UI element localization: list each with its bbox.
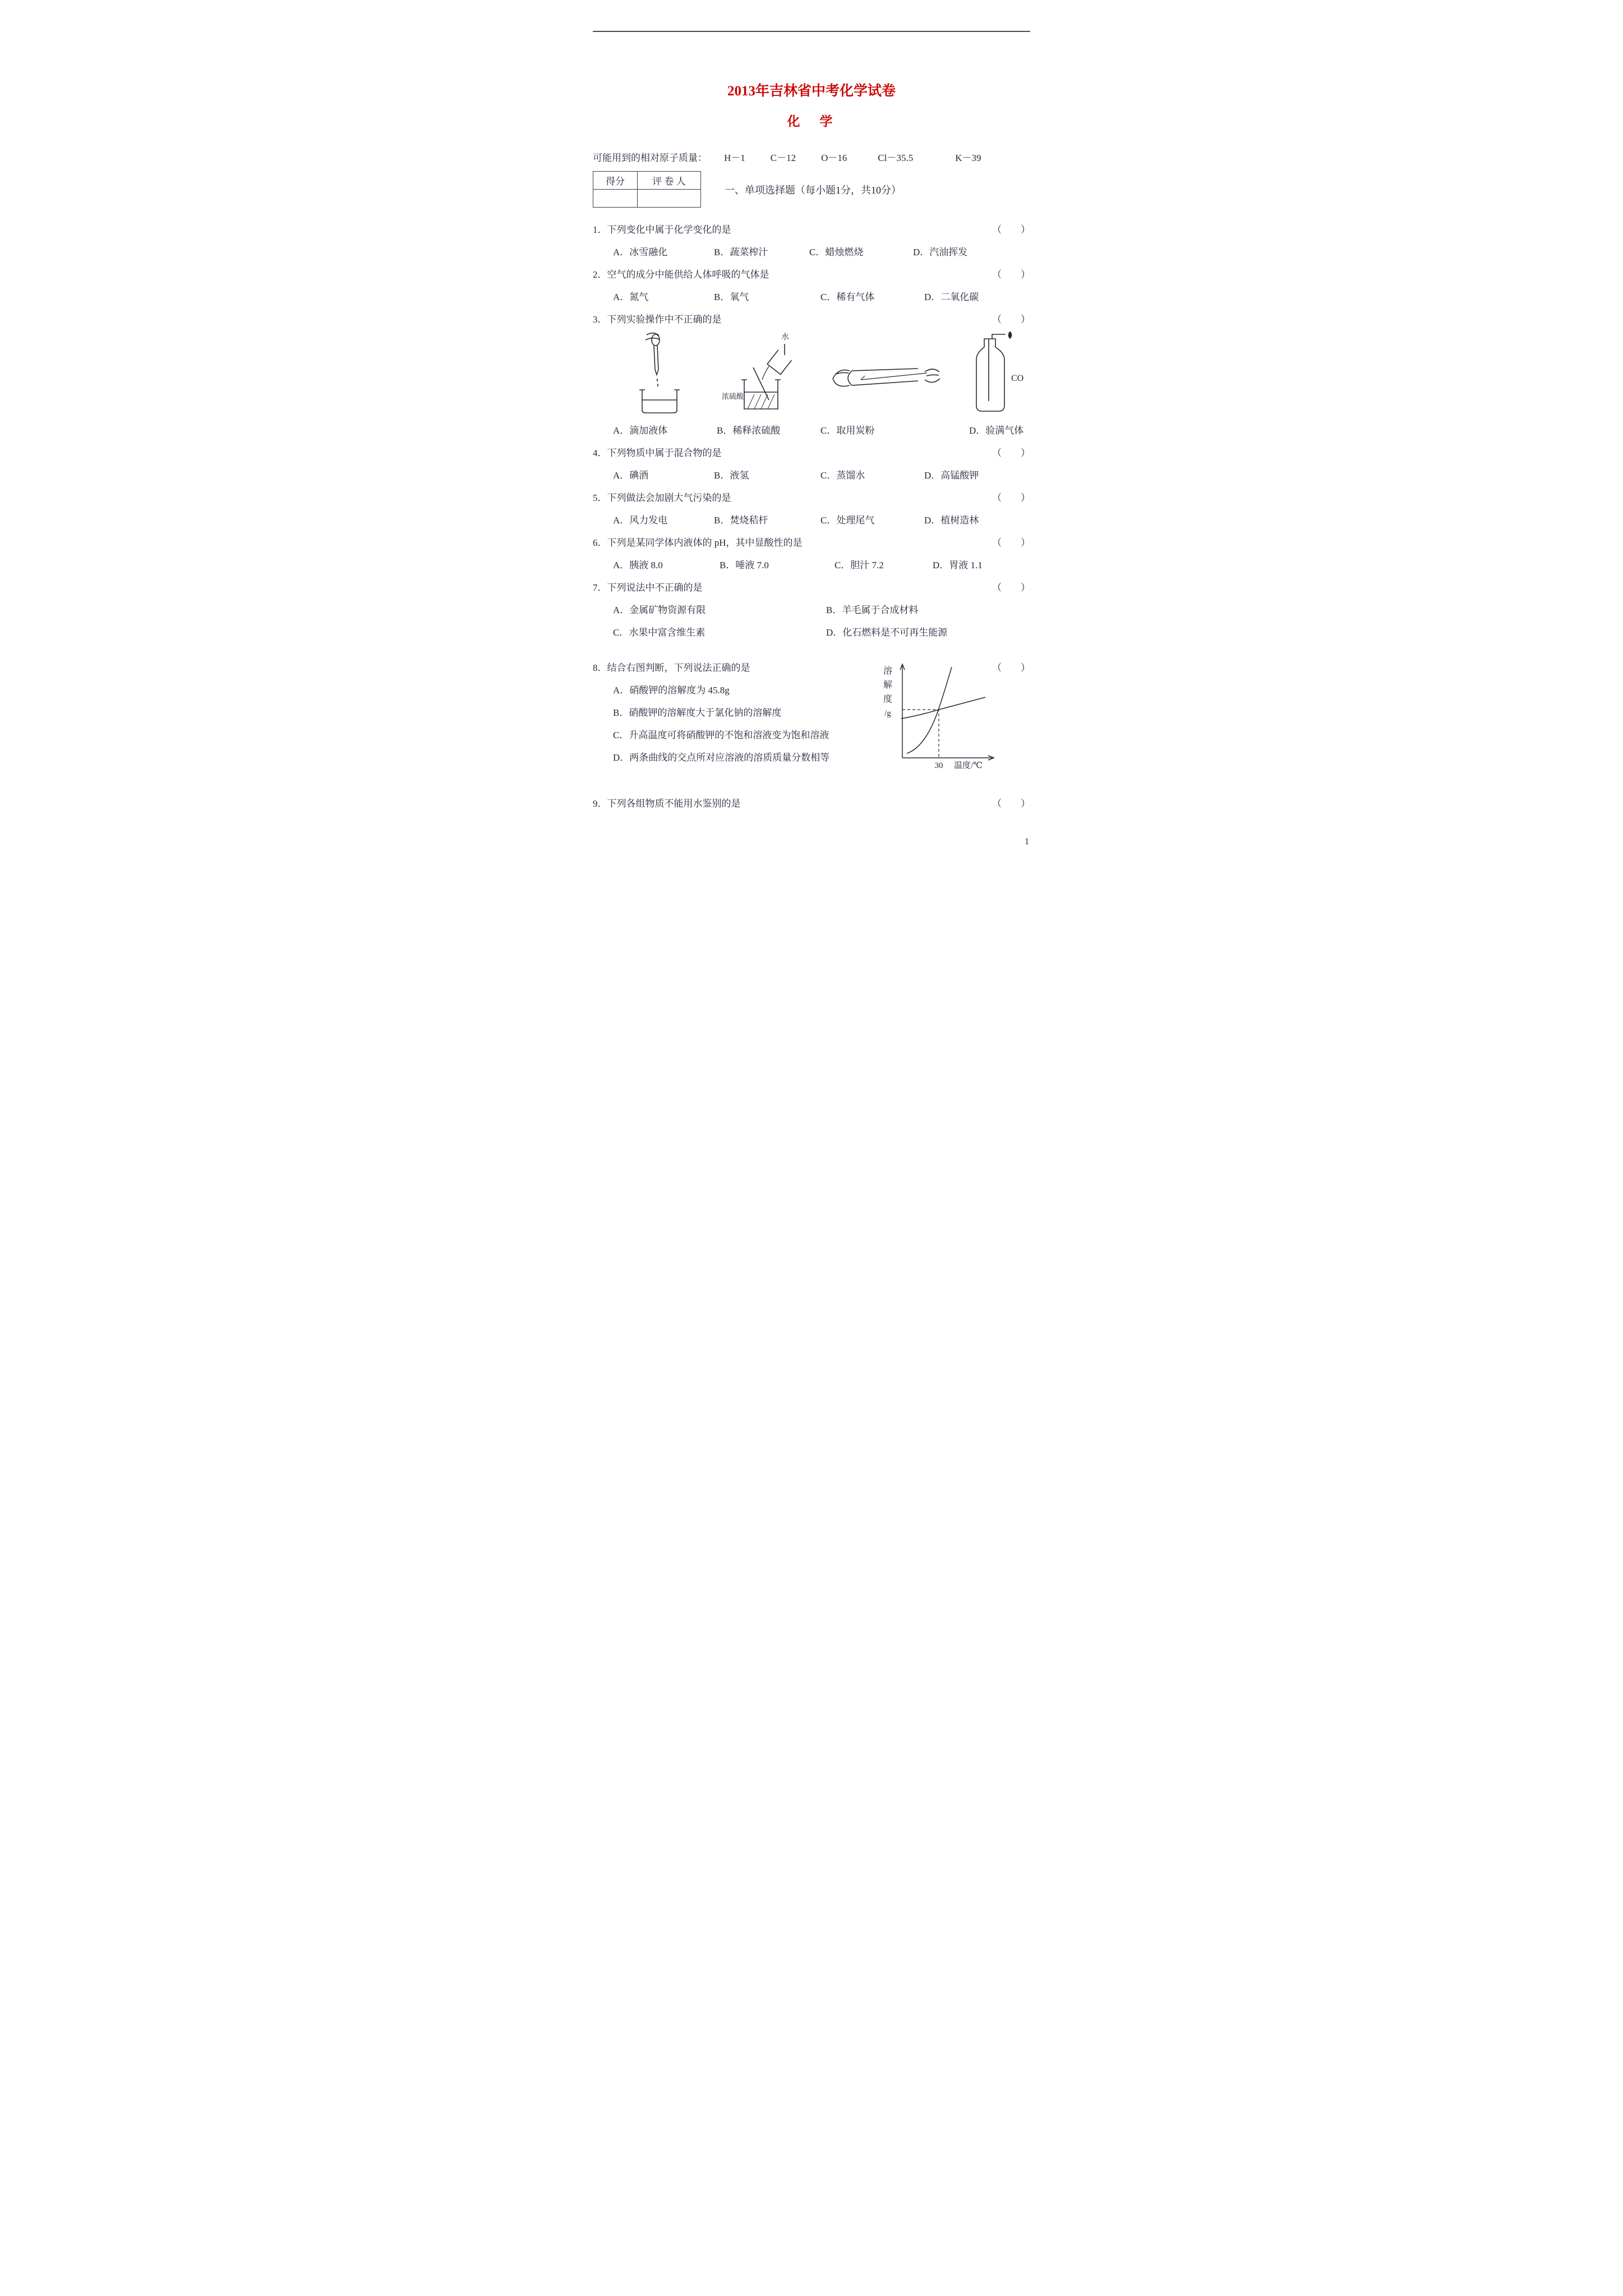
question-7-option-d: D．化石燃料是不可再生能源 bbox=[826, 627, 948, 638]
question-4-answer-bracket: （ ） bbox=[992, 448, 1030, 458]
atomic-mass-label: 可能用到的相对原子质量： bbox=[593, 153, 707, 163]
question-4-option-d: D．高锰酸钾 bbox=[924, 470, 979, 481]
question-1-option-a: A．冰雪融化 bbox=[613, 247, 668, 257]
question-9-stem: 9．下列各组物质不能用水鉴别的是 bbox=[593, 798, 741, 809]
question-2-answer-bracket: （ ） bbox=[992, 269, 1030, 280]
question-6-options bbox=[593, 558, 1030, 573]
question-7-option-a: A．金属矿物资源有限 bbox=[613, 605, 706, 615]
question-5-answer-bracket: （ ） bbox=[992, 493, 1030, 503]
question-1-option-b: B．蔬菜榨汁 bbox=[714, 247, 768, 257]
question-2-option-b: B．氧气 bbox=[714, 292, 749, 302]
question-3-options bbox=[593, 423, 1030, 438]
question-4-options bbox=[593, 468, 1030, 483]
question-1-answer-bracket: （ ） bbox=[992, 224, 1030, 235]
question-8-answer-bracket: （ ） bbox=[992, 662, 1030, 673]
question-8-option-b: B．硝酸钾的溶解度大于氯化钠的溶解度 bbox=[613, 707, 782, 718]
question-8-stem: 8．结合右图判断，下列说法正确的是 bbox=[593, 662, 750, 673]
question-3-figures bbox=[593, 330, 1030, 416]
question-list bbox=[593, 222, 1030, 811]
gas-bottle-illustration bbox=[963, 332, 1026, 416]
question-4 bbox=[593, 445, 1030, 483]
question-5-option-c: C．处理尾气 bbox=[820, 515, 875, 526]
y-axis-label-char-4: /g bbox=[884, 709, 891, 718]
steep-solubility-curve bbox=[907, 667, 952, 753]
question-5-option-d: D．植树造林 bbox=[924, 515, 979, 526]
atomic-mass-line bbox=[593, 150, 1030, 164]
question-2-option-d: D．二氧化碳 bbox=[924, 292, 979, 302]
question-1-stem: 1．下列变化中属于化学变化的是 bbox=[593, 224, 731, 235]
page-subtitle: 化 学 bbox=[787, 114, 836, 128]
question-3-option-b: B．稀释浓硫酸 bbox=[717, 425, 781, 436]
section-title: 一、单项选择题（每小题1分，共10分） bbox=[725, 184, 901, 196]
question-5-options bbox=[593, 513, 1030, 528]
gas-label: CO bbox=[1011, 374, 1024, 383]
question-7 bbox=[593, 580, 1030, 640]
dilute-acid-illustration bbox=[722, 330, 806, 416]
question-8-option-d: D．两条曲线的交点所对应溶液的溶质质量分数相等 bbox=[613, 752, 830, 763]
score-table-grader-cell bbox=[638, 190, 701, 208]
atomic-mass-cl: Cl－35.5 bbox=[878, 153, 914, 163]
page-title: 2013年吉林省中考化学试卷 bbox=[727, 84, 896, 99]
question-1-option-c: C．蜡烛燃烧 bbox=[809, 247, 864, 257]
question-8-options bbox=[593, 683, 862, 765]
question-8-option-c: C．升高温度可将硝酸钾的不饱和溶液变为饱和溶液 bbox=[613, 730, 829, 740]
question-7-answer-bracket: （ ） bbox=[992, 582, 1030, 593]
question-6-stem: 6．下列是某同学体内液体的 pH，其中显酸性的是 bbox=[593, 537, 803, 548]
solubility-curve-chart bbox=[874, 658, 1003, 773]
question-2-option-a: A．氮气 bbox=[613, 292, 649, 302]
water-label: 水 bbox=[781, 333, 789, 342]
question-6 bbox=[593, 535, 1030, 573]
score-table-grader-header: 评 卷 人 bbox=[638, 172, 701, 190]
question-5-stem: 5．下列做法会加剧大气污染的是 bbox=[593, 493, 731, 503]
question-9-answer-bracket: （ ） bbox=[992, 798, 1030, 809]
acid-label: 浓硫酸 bbox=[722, 392, 744, 401]
question-3-answer-bracket: （ ） bbox=[992, 314, 1030, 325]
y-axis-label-char-1: 溶 bbox=[883, 666, 893, 676]
question-6-option-a: A．胰液 8.0 bbox=[613, 560, 663, 570]
question-5-option-a: A．风力发电 bbox=[613, 515, 668, 526]
page-number: 1 bbox=[1025, 837, 1029, 846]
question-1-options bbox=[593, 245, 1030, 260]
question-9 bbox=[593, 796, 1030, 811]
atomic-mass-o: O－16 bbox=[821, 153, 847, 163]
question-6-option-b: B．唾液 7.0 bbox=[720, 560, 769, 570]
question-1 bbox=[593, 222, 1030, 260]
charcoal-test-tube-illustration bbox=[817, 346, 940, 408]
question-1-option-d: D．汽油挥发 bbox=[913, 247, 968, 257]
question-3-option-a: A．滴加液体 bbox=[613, 425, 668, 436]
atomic-mass-h: H－1 bbox=[724, 153, 745, 163]
question-7-option-b: B．羊毛属于合成材料 bbox=[826, 605, 919, 615]
question-2 bbox=[593, 267, 1030, 305]
question-3-option-d: D．验满气体 bbox=[969, 425, 1024, 436]
question-3 bbox=[593, 312, 1030, 438]
exam-page bbox=[503, 0, 1120, 873]
question-5-option-b: B．焚烧秸杆 bbox=[714, 515, 768, 526]
question-8 bbox=[593, 660, 1030, 779]
atomic-mass-k: K－39 bbox=[955, 153, 981, 163]
score-table-score-cell bbox=[593, 190, 638, 208]
score-table-score-header: 得分 bbox=[593, 172, 638, 190]
question-7-option-c: C．水果中富含维生素 bbox=[613, 627, 706, 638]
question-6-option-d: D．胃液 1.1 bbox=[933, 560, 983, 570]
question-6-answer-bracket: （ ） bbox=[992, 537, 1030, 548]
score-table bbox=[593, 171, 701, 208]
question-4-option-c: C．蒸馏水 bbox=[820, 470, 865, 481]
question-5 bbox=[593, 490, 1030, 528]
x-axis-label: 温度/℃ bbox=[954, 761, 983, 770]
question-4-option-a: A．碘酒 bbox=[613, 470, 649, 481]
question-8-option-a: A．硝酸钾的溶解度为 45.8g bbox=[613, 685, 730, 696]
score-section bbox=[593, 171, 1030, 208]
question-2-options bbox=[593, 289, 1030, 305]
atomic-mass-c: C－12 bbox=[770, 153, 796, 163]
question-6-option-c: C．胆汁 7.2 bbox=[834, 560, 884, 570]
question-4-stem: 4．下列物质中属于混合物的是 bbox=[593, 448, 722, 458]
dashed-crosshair bbox=[902, 710, 939, 758]
question-3-stem: 3．下列实验操作中不正确的是 bbox=[593, 314, 722, 325]
dropper-beaker-illustration bbox=[630, 330, 691, 416]
header-rule bbox=[593, 31, 1030, 32]
y-axis-label-char-3: 度 bbox=[883, 694, 893, 704]
question-2-option-c: C．稀有气体 bbox=[820, 292, 875, 302]
y-axis-label-char-2: 解 bbox=[883, 680, 893, 690]
question-3-option-c: C．取用炭粉 bbox=[820, 425, 875, 436]
x-axis-tick-30: 30 bbox=[934, 761, 943, 770]
question-2-stem: 2．空气的成分中能供给人体呼吸的气体是 bbox=[593, 269, 769, 280]
question-7-options bbox=[593, 602, 1030, 640]
question-7-stem: 7．下列说法中不正确的是 bbox=[593, 582, 703, 593]
flat-solubility-curve bbox=[901, 697, 985, 719]
question-4-option-b: B．液氢 bbox=[714, 470, 749, 481]
